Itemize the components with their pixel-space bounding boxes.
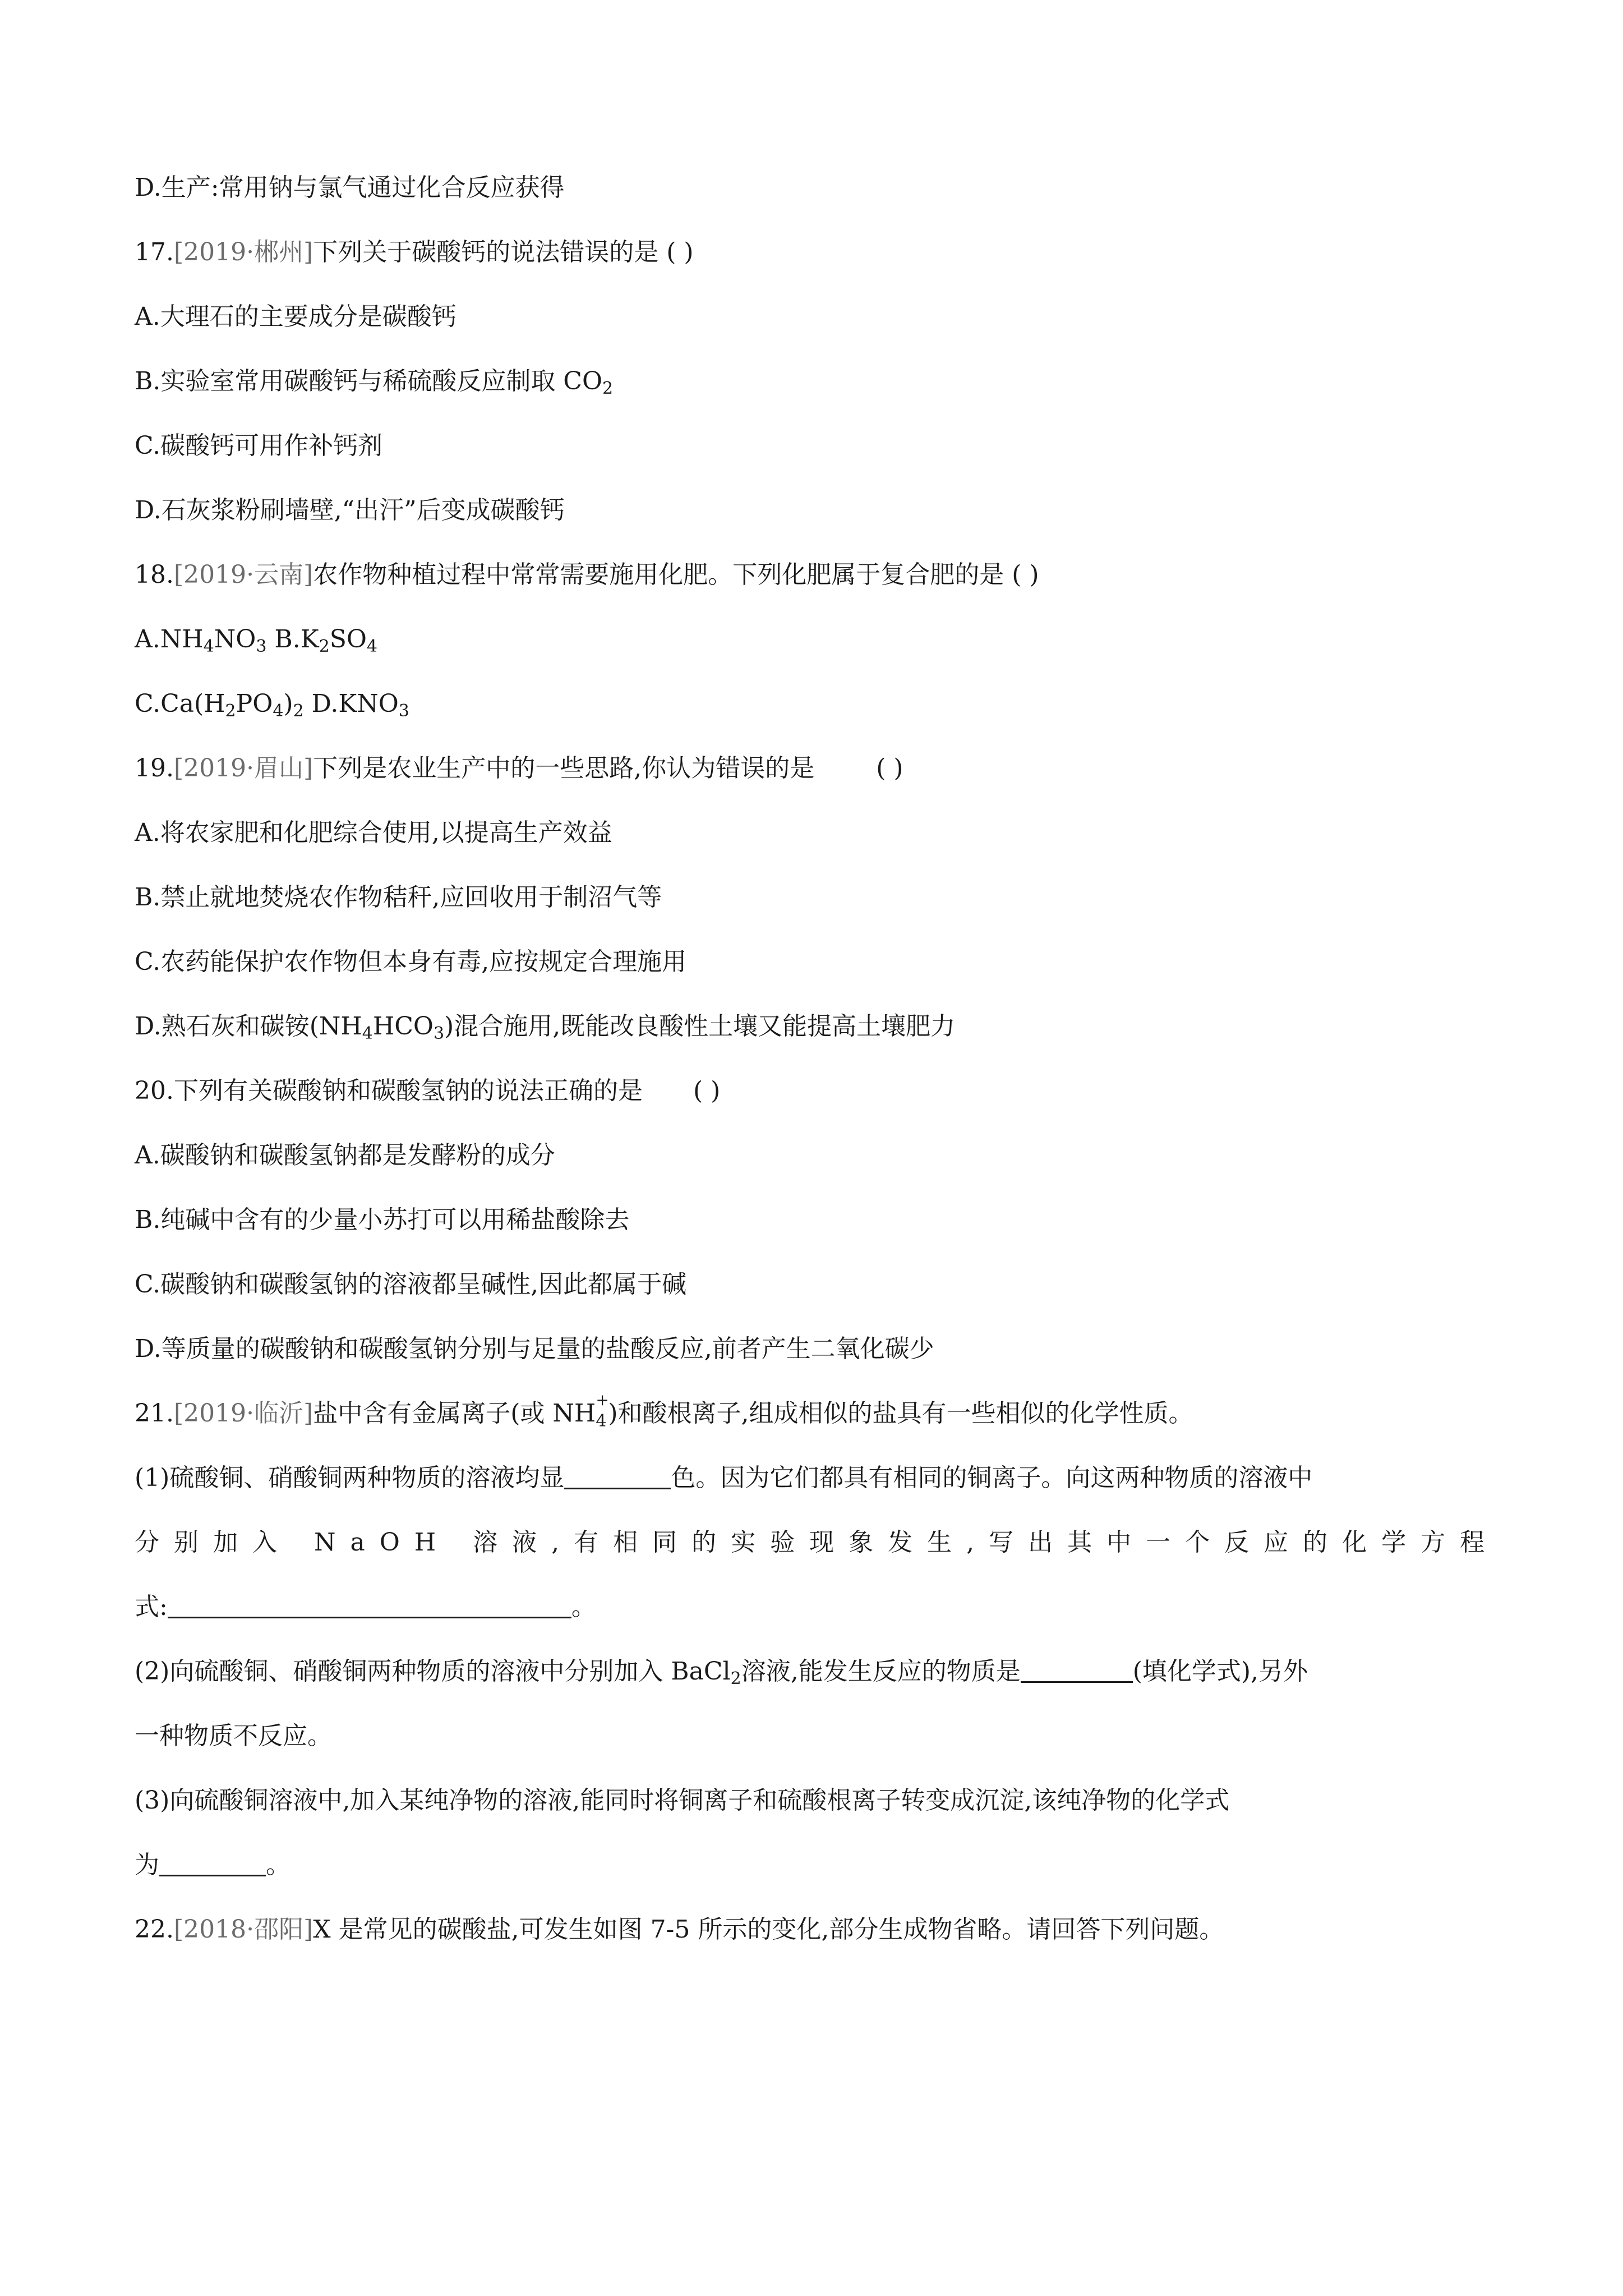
- q19-stem: [135, 752, 903, 785]
- question-text: 。: [571, 1593, 596, 1621]
- q20-option-a: A.碳酸钠和碳酸氢钠都是发酵粉的成分: [135, 1141, 555, 1170]
- subscript: 2: [319, 637, 330, 656]
- answer-blank-equation[interactable]: [168, 1594, 571, 1618]
- subscript: 3: [433, 1024, 445, 1043]
- question-text: 。: [266, 1851, 291, 1879]
- question-text: 式:: [135, 1593, 168, 1621]
- formula-text: NO: [214, 625, 256, 654]
- q21-source-tag: [2019·临沂]: [173, 1399, 313, 1428]
- q18-number: 18.: [135, 560, 174, 589]
- subscript: 3: [256, 637, 267, 656]
- subscript: 2: [602, 379, 614, 398]
- question-text: (填化学式),另外: [1132, 1657, 1308, 1686]
- q21-part3-line1: (3)向硫酸铜溶液中,加入某纯净物的溶液,能同时将铜离子和硫酸根离子转变成沉淀,该纯净物的化学式: [135, 1786, 1230, 1815]
- question-text: 溶液,能发生反应的物质是: [741, 1657, 1021, 1686]
- q19-option-b: B.禁止就地焚烧农作物秸秆,应回收用于制沼气等: [135, 883, 662, 912]
- formula-text: HCO: [372, 1012, 434, 1041]
- q19-source-tag: [2019·眉山]: [173, 754, 313, 783]
- q21-part1-line3: [135, 1590, 596, 1624]
- q21-stem: 21.[2019·临沂]盐中含有金属离子(或 NH + 4 )和酸根离子,组成相似的盐具有一些相似的化学性质。: [135, 1391, 1193, 1431]
- q17-option-a: A.大理石的主要成分是碳酸钙: [135, 302, 457, 331]
- q20-text: 20.下列有关碳酸钠和碳酸氢钠的说法正确的是: [135, 1076, 643, 1105]
- formula-text: SO: [329, 625, 367, 654]
- q20-option-c: C.碳酸钠和碳酸氢钠的溶液都呈碱性,因此都属于碱: [135, 1270, 687, 1299]
- answer-blank-formula[interactable]: [1021, 1659, 1133, 1683]
- q19-option-d: [135, 1010, 955, 1043]
- q17-option-b-text: B.实验室常用碳酸钙与稀硫酸反应制取 CO: [135, 367, 603, 395]
- question-text: 色。因为它们都具有相同的铜离子。向这两种物质的溶液中: [671, 1464, 1313, 1492]
- formula-text: B.K: [266, 625, 319, 654]
- q17-number: 17.: [135, 238, 174, 266]
- question-text: (1)硫酸铜、硝酸铜两种物质的溶液均显: [135, 1464, 565, 1492]
- subscript: 2: [225, 701, 236, 721]
- subscript: 4: [362, 1024, 373, 1043]
- q17-option-c: C.碳酸钙可用作补钙剂: [135, 431, 383, 460]
- subscript: 2: [293, 701, 304, 721]
- formula-text: D.熟石灰和碳铵(NH: [135, 1012, 362, 1041]
- formula-text: ): [283, 689, 293, 718]
- q19-text: 下列是农业生产中的一些思路,你认为错误的是: [313, 754, 815, 783]
- q16-option-d: D.生产:常用钠与氯气通过化合反应获得: [135, 173, 565, 202]
- q22-text: X 是常见的碳酸盐,可发生如图 7-5 所示的变化,部分生成物省略。请回答下列问题。: [313, 1915, 1224, 1944]
- q22-source-tag: [2018·邵阳]: [173, 1915, 313, 1944]
- formula-text: C.Ca(H: [135, 689, 225, 718]
- answer-blank-formula[interactable]: [159, 1852, 266, 1876]
- q17-option-b: [135, 365, 613, 398]
- q19-option-a: A.将农家肥和化肥综合使用,以提高生产效益: [135, 818, 612, 847]
- q19-number: 19.: [135, 754, 174, 783]
- q19-answer-paren: ( ): [876, 754, 903, 783]
- q18-answer-paren: ( ): [1012, 560, 1039, 589]
- q20-option-b: B.纯碱中含有的少量小苏打可以用稀盐酸除去: [135, 1205, 630, 1234]
- q19-option-c: C.农药能保护农作物但本身有毒,应按规定合理施用: [135, 947, 687, 976]
- q21-part1-line2: [135, 1526, 1499, 1559]
- q20-answer-paren: ( ): [693, 1076, 721, 1105]
- formula-text: PO: [236, 689, 273, 718]
- q21-text: 盐中含有金属离子(或 NH: [313, 1399, 596, 1428]
- q22-stem: [135, 1913, 1224, 1947]
- q18-text: 农作物种植过程中常常需要施用化肥。下列化肥属于复合肥的是: [313, 560, 1004, 589]
- question-text: 分别加入 NaOH 溶液,有相同的实验现象发生,写出其中一个反应的化学方程: [135, 1528, 1500, 1557]
- q20-option-d: D.等质量的碳酸钠和碳酸氢钠分别与足量的盐酸反应,前者产生二氧化碳少: [135, 1335, 934, 1363]
- q20-stem: [135, 1074, 720, 1108]
- question-text: 为: [135, 1851, 159, 1879]
- q22-number: 22.: [135, 1915, 174, 1944]
- q18-stem: [135, 558, 1039, 592]
- q17-stem: [135, 236, 694, 269]
- q21-text: )和酸根离子,组成相似的盐具有一些相似的化学性质。: [608, 1399, 1193, 1428]
- q17-option-d: D.石灰浆粉刷墙壁,“出汗”后变成碳酸钙: [135, 496, 565, 524]
- q17-text: 下列关于碳酸钙的说法错误的是: [313, 238, 659, 266]
- option-text: )混合施用,既能改良酸性土壤又能提高土壤肥力: [444, 1012, 956, 1041]
- q17-answer-paren: ( ): [666, 238, 694, 266]
- formula-text: D.KNO: [303, 689, 399, 718]
- q21-part2-line1: [135, 1655, 1308, 1688]
- subscript: 4: [203, 637, 214, 656]
- q21-part2-line2: 一种物质不反应。: [135, 1722, 332, 1750]
- subscript: 4: [366, 637, 377, 656]
- formula-text: A.NH: [135, 625, 204, 654]
- question-text: (2)向硫酸铜、硝酸铜两种物质的溶液中分别加入 BaCl: [135, 1657, 731, 1686]
- q21-part1-line1: [135, 1461, 1312, 1495]
- subscript: 2: [730, 1669, 741, 1688]
- q21-number: 21.: [135, 1399, 174, 1428]
- answer-blank-color[interactable]: [564, 1465, 671, 1489]
- subscript: 3: [398, 701, 409, 721]
- q17-source-tag: [2019·郴州]: [173, 238, 313, 266]
- q18-options-cd: [135, 687, 409, 721]
- subscript: 4: [273, 701, 284, 721]
- q21-part3-line2: [135, 1848, 291, 1882]
- q18-source-tag: [2019·云南]: [173, 560, 313, 589]
- q18-options-ab: [135, 623, 377, 656]
